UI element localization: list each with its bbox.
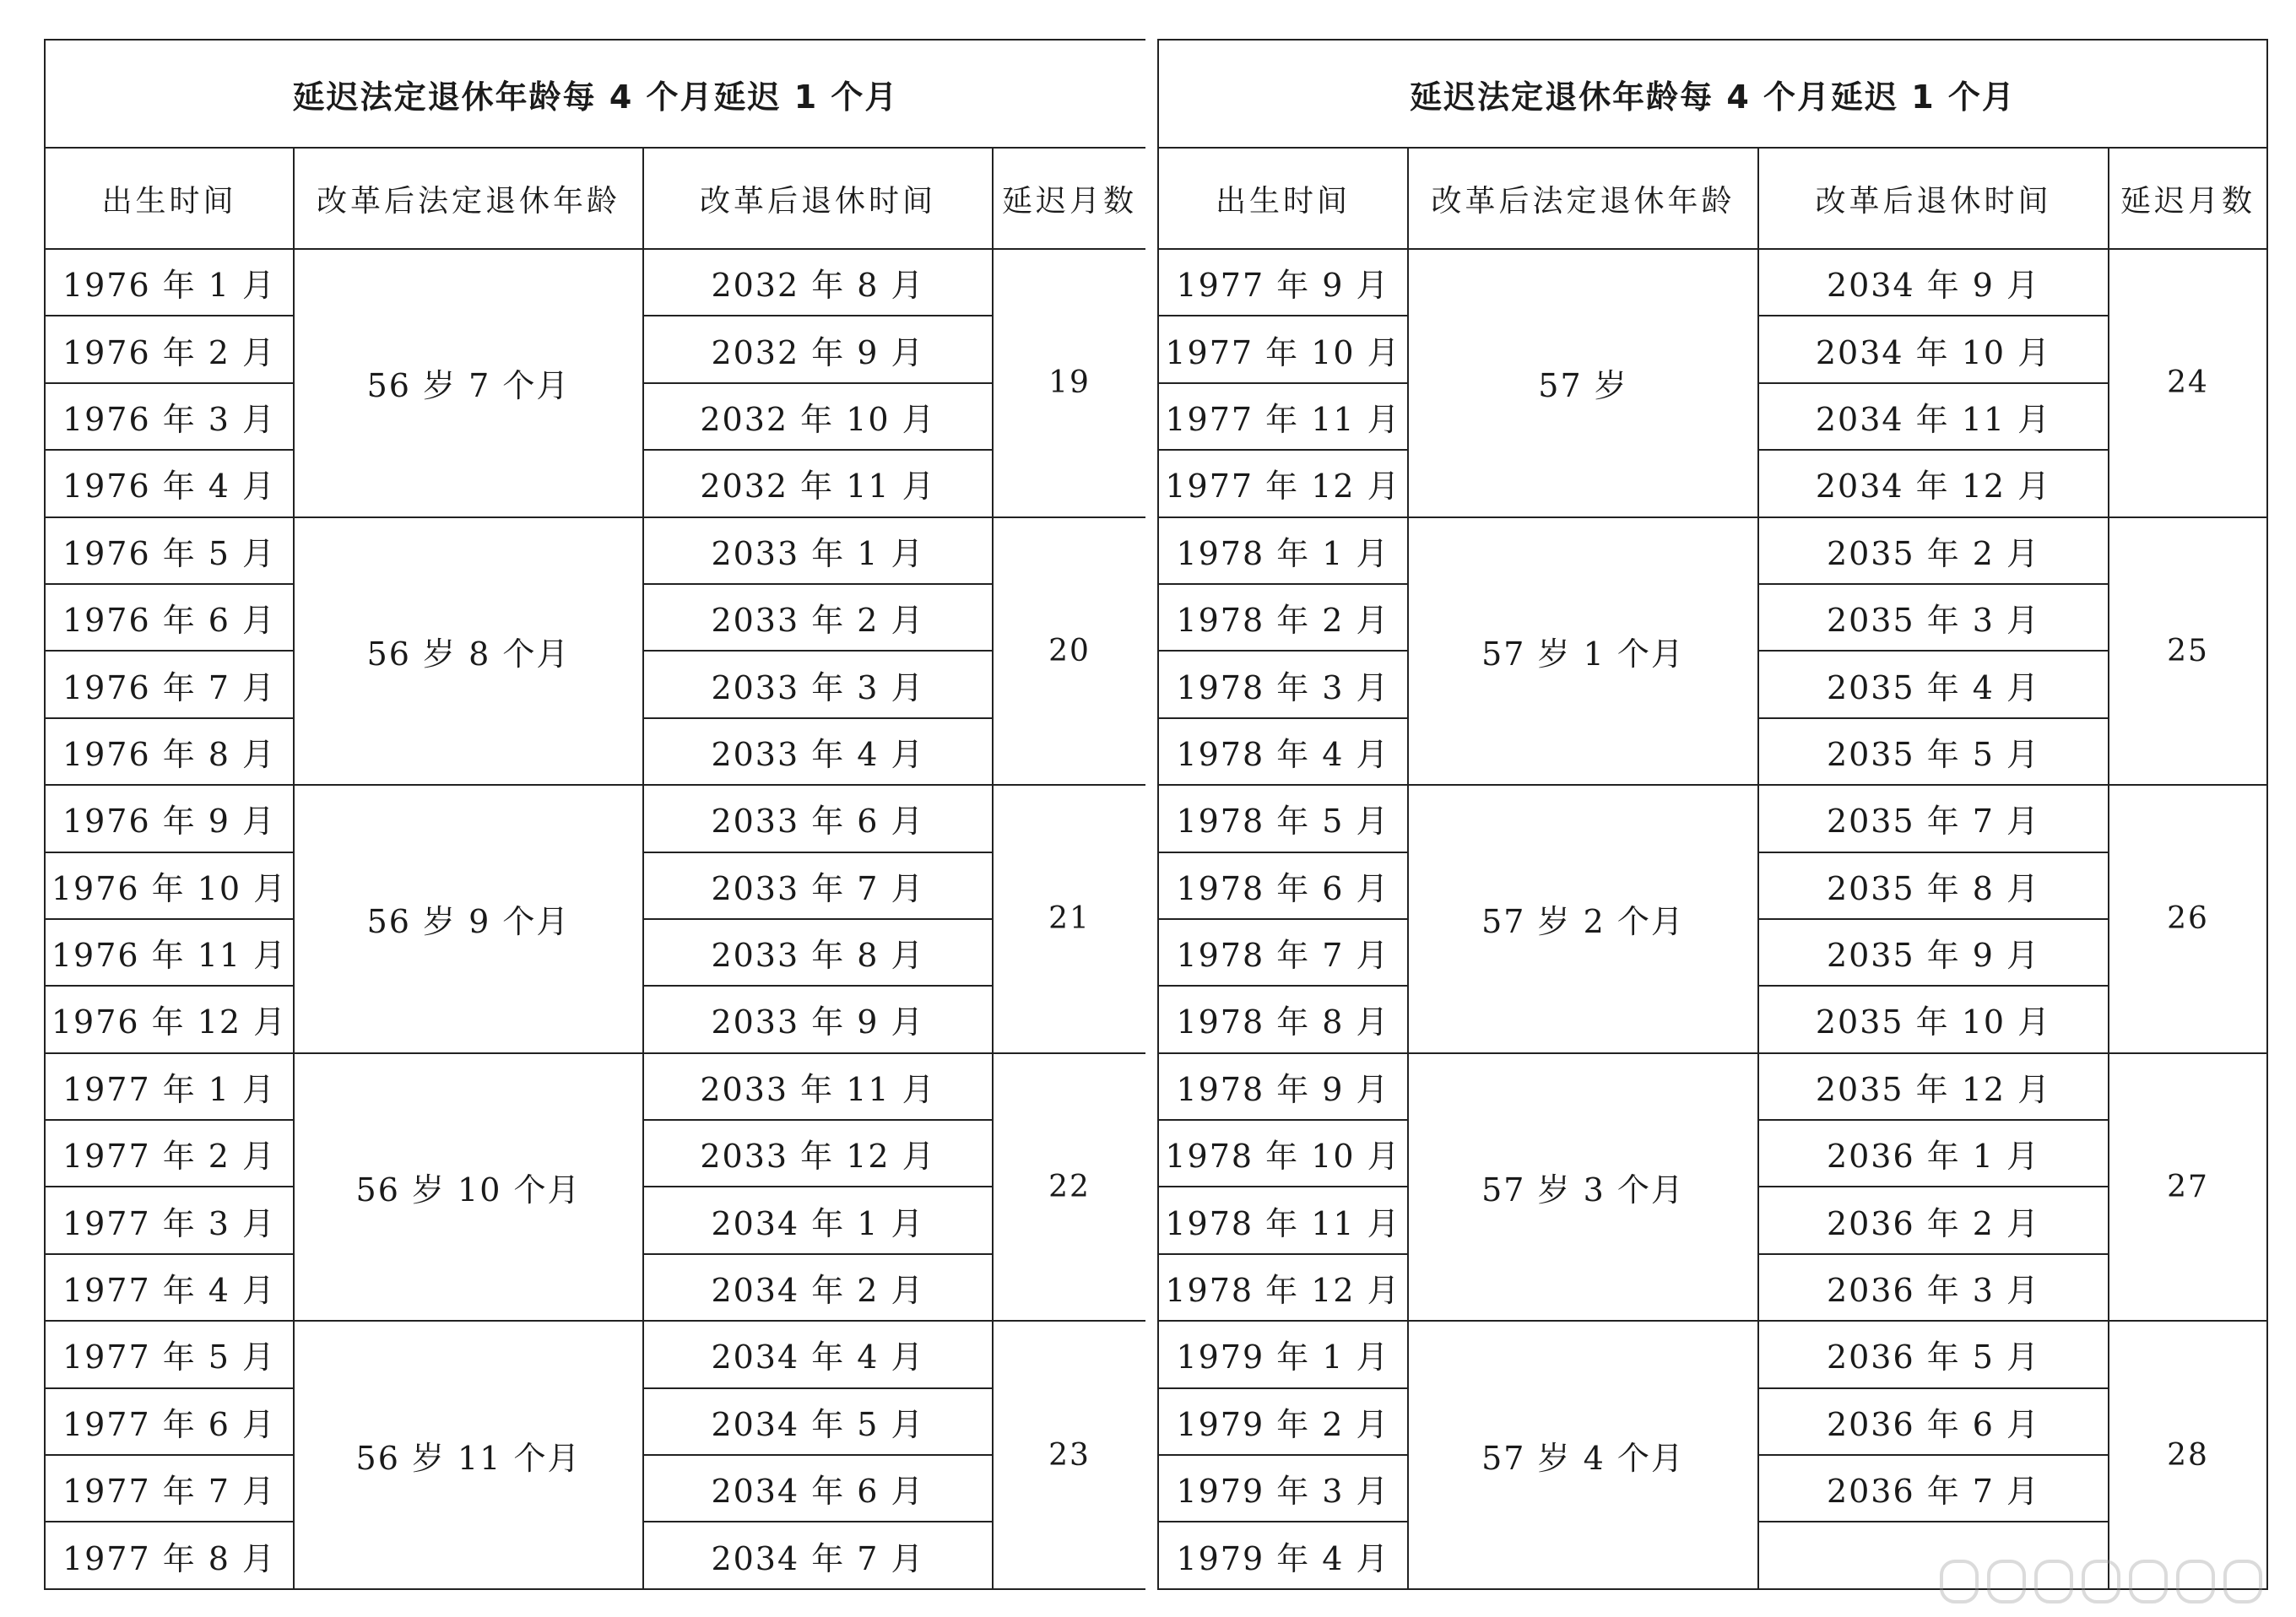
retirement-time-cell: 2033 年 3 月 — [643, 651, 993, 717]
retirement-time-cell: 2034 年 6 月 — [643, 1455, 993, 1522]
table-row — [45, 249, 1146, 316]
retirement-age-cell: 56 岁 11 个月 — [294, 1321, 643, 1589]
retirement-age-cell: 57 岁 — [1408, 249, 1758, 517]
birth-time-cell: 1978 年 5 月 — [1158, 785, 1408, 852]
birth-time-cell: 1978 年 3 月 — [1158, 651, 1408, 717]
birth-time-cell: 1979 年 3 月 — [1158, 1455, 1408, 1522]
retirement-time-cell: 2032 年 9 月 — [643, 316, 993, 382]
retirement-time-cell: 2035 年 3 月 — [1758, 584, 2109, 651]
retirement-age-cell: 56 岁 10 个月 — [294, 1053, 643, 1322]
birth-time-cell: 1976 年 12 月 — [45, 986, 294, 1052]
birth-time-cell: 1977 年 9 月 — [1158, 249, 1408, 316]
table-body-left — [45, 249, 1146, 1589]
birth-time-cell: 1977 年 3 月 — [45, 1187, 294, 1253]
retirement-time-cell: 2033 年 11 月 — [643, 1053, 993, 1120]
retirement-time-cell: 2034 年 1 月 — [643, 1187, 993, 1253]
retirement-time-cell: 2034 年 12 月 — [1758, 450, 2109, 516]
retirement-time-cell: 2035 年 9 月 — [1758, 919, 2109, 986]
table-row — [45, 517, 1146, 584]
retirement-time-cell: 2034 年 11 月 — [1758, 383, 2109, 450]
retirement-time-cell: 2034 年 7 月 — [643, 1522, 993, 1589]
delay-months-cell: 21 — [993, 785, 1146, 1053]
birth-time-cell: 1977 年 7 月 — [45, 1455, 294, 1522]
retirement-time-cell: 2034 年 10 月 — [1758, 316, 2109, 382]
table-row — [1158, 249, 2267, 316]
watermark-logo-icon — [1940, 1560, 2262, 1603]
birth-time-cell: 1976 年 1 月 — [45, 249, 294, 316]
retirement-time-cell: 2033 年 12 月 — [643, 1120, 993, 1187]
birth-time-cell: 1977 年 12 月 — [1158, 450, 1408, 516]
birth-time-cell: 1977 年 4 月 — [45, 1254, 294, 1321]
retirement-time-cell: 2033 年 1 月 — [643, 517, 993, 584]
birth-time-cell: 1976 年 3 月 — [45, 383, 294, 450]
birth-time-cell: 1977 年 5 月 — [45, 1321, 294, 1387]
delay-months-cell: 26 — [2109, 785, 2267, 1053]
table-row — [45, 1053, 1146, 1120]
header-retirement-time: 改革后退休时间 — [1758, 148, 2109, 249]
table-title: 延迟法定退休年龄每 4 个月延迟 1 个月 — [1158, 40, 2267, 148]
birth-time-cell: 1978 年 7 月 — [1158, 919, 1408, 986]
birth-time-cell: 1976 年 11 月 — [45, 919, 294, 986]
retirement-time-cell: 2036 年 1 月 — [1758, 1120, 2109, 1187]
retirement-time-cell: 2036 年 6 月 — [1758, 1388, 2109, 1455]
header-birth-time: 出生时间 — [1158, 148, 1408, 249]
retirement-table-right — [1157, 39, 2268, 1590]
birth-time-cell: 1978 年 11 月 — [1158, 1187, 1408, 1253]
table-row — [1158, 785, 2267, 852]
birth-time-cell: 1978 年 10 月 — [1158, 1120, 1408, 1187]
retirement-age-cell: 57 岁 2 个月 — [1408, 785, 1758, 1053]
retirement-time-cell: 2034 年 4 月 — [643, 1321, 993, 1387]
retirement-time-cell: 2033 年 6 月 — [643, 785, 993, 852]
retirement-time-cell: 2034 年 9 月 — [1758, 249, 2109, 316]
birth-time-cell: 1976 年 10 月 — [45, 852, 294, 919]
birth-time-cell: 1976 年 2 月 — [45, 316, 294, 382]
retirement-age-cell: 57 岁 3 个月 — [1408, 1053, 1758, 1322]
birth-time-cell: 1979 年 4 月 — [1158, 1522, 1408, 1589]
header-retirement-time: 改革后退休时间 — [643, 148, 993, 249]
retirement-time-cell: 2033 年 8 月 — [643, 919, 993, 986]
birth-time-cell: 1978 年 9 月 — [1158, 1053, 1408, 1120]
birth-time-cell: 1977 年 8 月 — [45, 1522, 294, 1589]
retirement-time-cell: 2035 年 5 月 — [1758, 718, 2109, 785]
retirement-table-left — [44, 39, 1147, 1590]
birth-time-cell: 1977 年 1 月 — [45, 1053, 294, 1120]
retirement-time-cell: 2036 年 5 月 — [1758, 1321, 2109, 1387]
retirement-time-cell: 2032 年 8 月 — [643, 249, 993, 316]
retirement-time-cell: 2034 年 2 月 — [643, 1254, 993, 1321]
birth-time-cell: 1977 年 6 月 — [45, 1388, 294, 1455]
header-delay-months: 延迟月数 — [993, 148, 1146, 249]
birth-time-cell: 1978 年 1 月 — [1158, 517, 1408, 584]
retirement-time-cell: 2035 年 4 月 — [1758, 651, 2109, 717]
birth-time-cell: 1978 年 6 月 — [1158, 852, 1408, 919]
retirement-time-cell: 2033 年 9 月 — [643, 986, 993, 1052]
retirement-time-cell: 2036 年 3 月 — [1758, 1254, 2109, 1321]
retirement-time-cell: 2035 年 12 月 — [1758, 1053, 2109, 1120]
retirement-time-cell: 2033 年 4 月 — [643, 718, 993, 785]
birth-time-cell: 1976 年 6 月 — [45, 584, 294, 651]
table-body-right — [1158, 249, 2267, 1589]
right-table-panel — [1157, 39, 2266, 1590]
table-row — [1158, 517, 2267, 584]
retirement-time-cell: 2032 年 10 月 — [643, 383, 993, 450]
retirement-time-cell: 2035 年 2 月 — [1758, 517, 2109, 584]
table-row — [1158, 1321, 2267, 1387]
header-retirement-age: 改革后法定退休年龄 — [1408, 148, 1758, 249]
panel-divider — [1145, 39, 1157, 1590]
retirement-time-cell: 2033 年 2 月 — [643, 584, 993, 651]
retirement-time-cell: 2035 年 8 月 — [1758, 852, 2109, 919]
delay-months-cell: 19 — [993, 249, 1146, 517]
birth-time-cell: 1977 年 10 月 — [1158, 316, 1408, 382]
header-birth-time: 出生时间 — [45, 148, 294, 249]
header-delay-months: 延迟月数 — [2109, 148, 2267, 249]
birth-time-cell: 1976 年 4 月 — [45, 450, 294, 516]
birth-time-cell: 1979 年 2 月 — [1158, 1388, 1408, 1455]
retirement-age-cell: 57 岁 1 个月 — [1408, 517, 1758, 786]
retirement-time-cell: 2035 年 10 月 — [1758, 986, 2109, 1052]
birth-time-cell: 1978 年 4 月 — [1158, 718, 1408, 785]
birth-time-cell: 1976 年 8 月 — [45, 718, 294, 785]
delay-months-cell: 28 — [2109, 1321, 2267, 1589]
delay-months-cell: 22 — [993, 1053, 1146, 1322]
birth-time-cell: 1976 年 5 月 — [45, 517, 294, 584]
table-row — [45, 785, 1146, 852]
delay-months-cell: 25 — [2109, 517, 2267, 786]
delay-months-cell: 27 — [2109, 1053, 2267, 1322]
retirement-age-cell: 56 岁 7 个月 — [294, 249, 643, 517]
retirement-time-cell: 2032 年 11 月 — [643, 450, 993, 516]
table-row — [1158, 1053, 2267, 1120]
table-title: 延迟法定退休年龄每 4 个月延迟 1 个月 — [45, 40, 1146, 148]
retirement-time-cell: 2034 年 5 月 — [643, 1388, 993, 1455]
retirement-time-cell: 2036 年 2 月 — [1758, 1187, 2109, 1253]
birth-time-cell: 1977 年 2 月 — [45, 1120, 294, 1187]
retirement-time-cell: 2035 年 7 月 — [1758, 785, 2109, 852]
retirement-age-cell: 56 岁 9 个月 — [294, 785, 643, 1053]
header-retirement-age: 改革后法定退休年龄 — [294, 148, 643, 249]
left-table-panel — [44, 39, 1145, 1590]
retirement-time-cell: 2036 年 7 月 — [1758, 1455, 2109, 1522]
delay-months-cell: 20 — [993, 517, 1146, 786]
delay-months-cell: 24 — [2109, 249, 2267, 517]
birth-time-cell: 1976 年 7 月 — [45, 651, 294, 717]
delay-months-cell: 23 — [993, 1321, 1146, 1589]
retirement-age-cell: 56 岁 8 个月 — [294, 517, 643, 786]
retirement-age-cell: 57 岁 4 个月 — [1408, 1321, 1758, 1589]
birth-time-cell: 1978 年 8 月 — [1158, 986, 1408, 1052]
birth-time-cell: 1978 年 12 月 — [1158, 1254, 1408, 1321]
birth-time-cell: 1979 年 1 月 — [1158, 1321, 1408, 1387]
birth-time-cell: 1977 年 11 月 — [1158, 383, 1408, 450]
table-row — [45, 1321, 1146, 1387]
birth-time-cell: 1976 年 9 月 — [45, 785, 294, 852]
birth-time-cell: 1978 年 2 月 — [1158, 584, 1408, 651]
retirement-time-cell: 2033 年 7 月 — [643, 852, 993, 919]
